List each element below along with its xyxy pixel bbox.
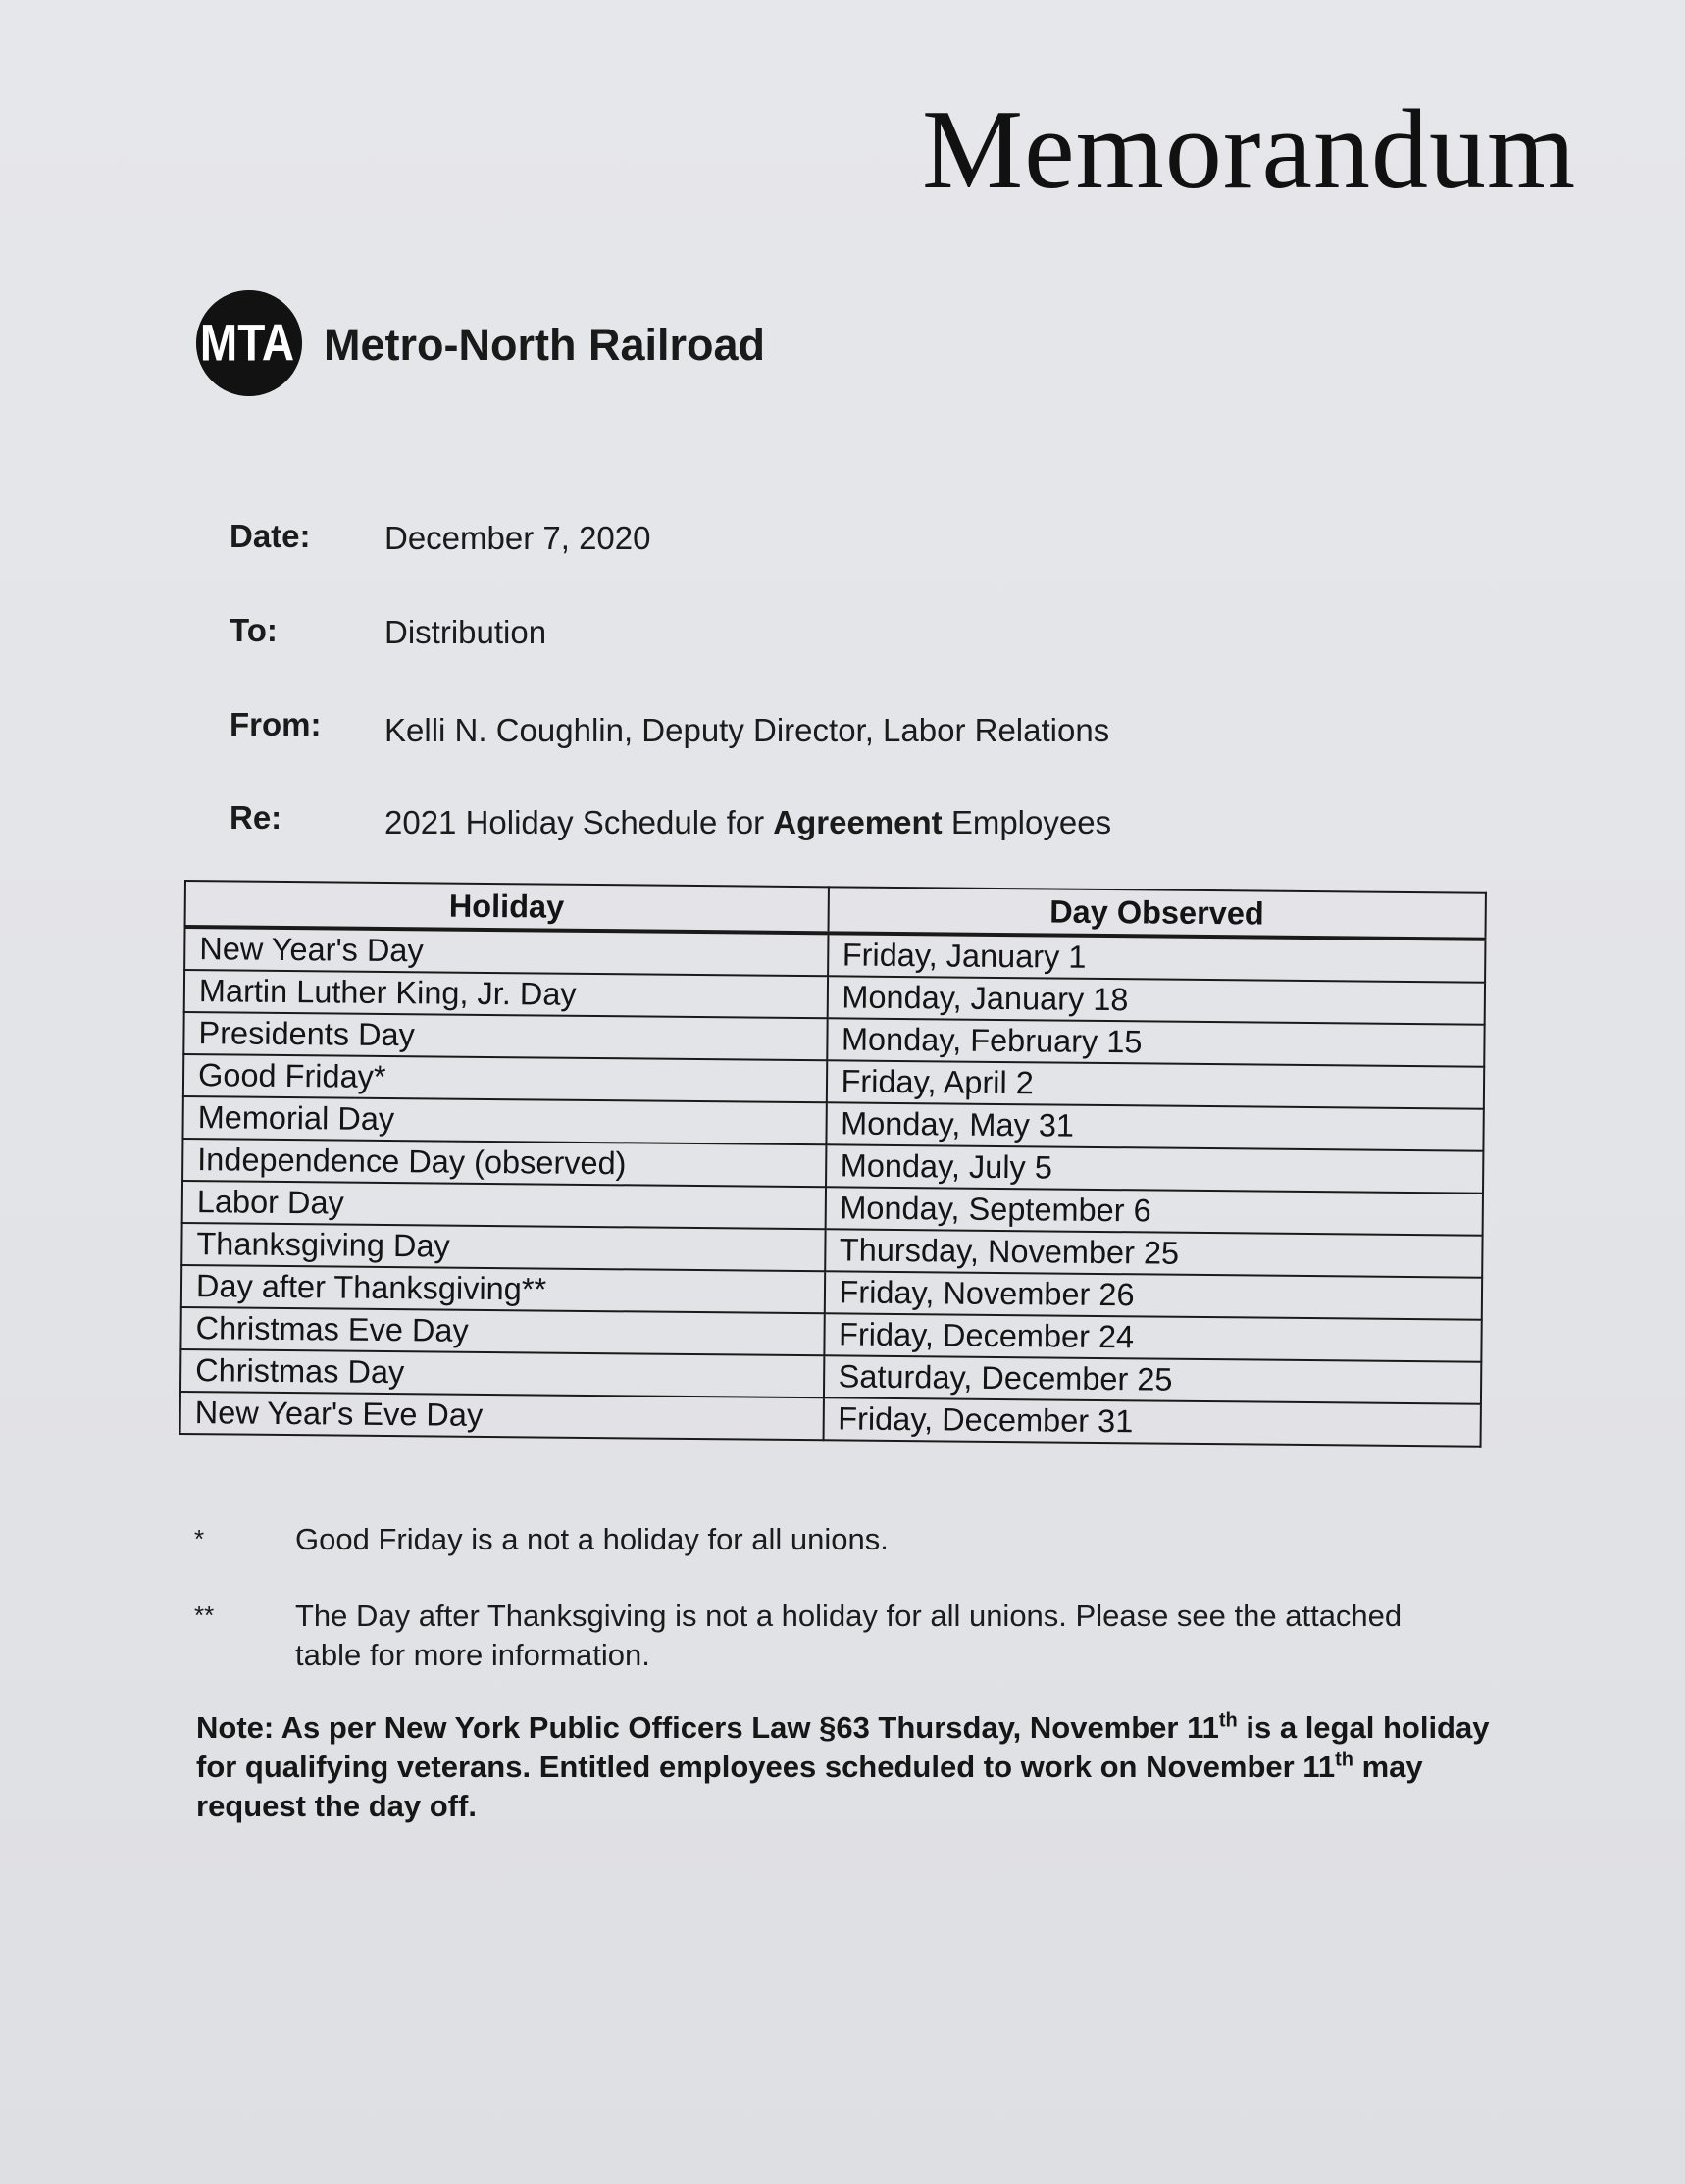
footnote-text: Good Friday is a not a holiday for all unions.	[295, 1522, 889, 1556]
footnote-mark: *	[194, 1524, 205, 1553]
note-sup-1: th	[1218, 1709, 1238, 1732]
header-holiday: Holiday	[185, 881, 829, 933]
note-sup-2: th	[1335, 1749, 1353, 1771]
day-observed-cell: Friday, December 24	[824, 1313, 1482, 1361]
organization-name: Metro-North Railroad	[324, 320, 765, 370]
holiday-cell: Thanksgiving Day	[181, 1223, 825, 1271]
holiday-cell: New Year's Eve Day	[180, 1392, 824, 1440]
note-text-2: is a legal holiday for qualifying veterans. Entitled employees scheduled to work on November 11	[196, 1710, 1490, 1784]
note-text-1: Note: As per New York Public Officers Law §63 Thursday, November 11	[196, 1710, 1219, 1745]
footnote-text: The Day after Thanksgiving is not a holiday for all unions. Please see the attached table for more information.	[295, 1599, 1403, 1672]
holiday-cell: Christmas Day	[180, 1349, 824, 1397]
re-label: Re:	[230, 799, 282, 836]
day-observed-cell: Thursday, November 25	[825, 1229, 1483, 1277]
holiday-cell: Martin Luther King, Jr. Day	[184, 970, 828, 1018]
day-observed-cell: Monday, February 15	[827, 1018, 1485, 1066]
to-label: To:	[230, 612, 278, 648]
day-observed-cell: Monday, May 31	[826, 1102, 1484, 1150]
day-observed-cell: Friday, January 1	[828, 933, 1486, 982]
mta-logo	[196, 290, 302, 396]
from-value: Kelli N. Coughlin, Deputy Director, Labor Relations	[384, 712, 1110, 748]
day-observed-cell: Monday, January 18	[827, 976, 1485, 1024]
day-observed-cell: Saturday, December 25	[823, 1355, 1481, 1403]
holiday-cell: Good Friday*	[183, 1054, 827, 1102]
re-text-bold: Agreement	[773, 804, 943, 840]
holiday-cell: Christmas Eve Day	[180, 1307, 824, 1355]
header-day-observed: Day Observed	[828, 887, 1486, 939]
date-label: Date:	[230, 518, 311, 554]
to-value: Distribution	[384, 614, 547, 650]
memo-title: Memorandum	[922, 87, 1577, 213]
re-value	[384, 804, 1111, 841]
day-observed-cell: Friday, December 31	[823, 1397, 1481, 1446]
day-observed-cell: Friday, November 26	[824, 1271, 1482, 1319]
day-observed-cell: Monday, July 5	[826, 1144, 1484, 1193]
re-text-1: 2021 Holiday Schedule for	[384, 804, 774, 840]
holiday-cell: Day after Thanksgiving**	[181, 1265, 825, 1313]
from-label: From:	[230, 706, 322, 742]
re-text-2: Employees	[942, 804, 1112, 840]
footnote-mark: **	[194, 1600, 215, 1630]
veterans-note	[196, 1708, 1510, 1826]
holiday-cell: New Year's Day	[184, 927, 828, 976]
holiday-cell: Labor Day	[182, 1181, 826, 1229]
date-value: December 7, 2020	[384, 520, 651, 556]
mta-logo-text: MTA	[199, 313, 295, 373]
holiday-cell: Independence Day (observed)	[182, 1139, 826, 1187]
note-text-3: may request the day off.	[196, 1750, 1423, 1823]
mta-logo-mark	[196, 290, 302, 396]
day-observed-cell: Monday, September 6	[825, 1187, 1483, 1235]
holiday-cell: Presidents Day	[183, 1012, 827, 1060]
holiday-cell: Memorial Day	[182, 1096, 826, 1144]
day-observed-cell: Friday, April 2	[826, 1060, 1484, 1108]
holiday-schedule-table	[179, 880, 1487, 1448]
